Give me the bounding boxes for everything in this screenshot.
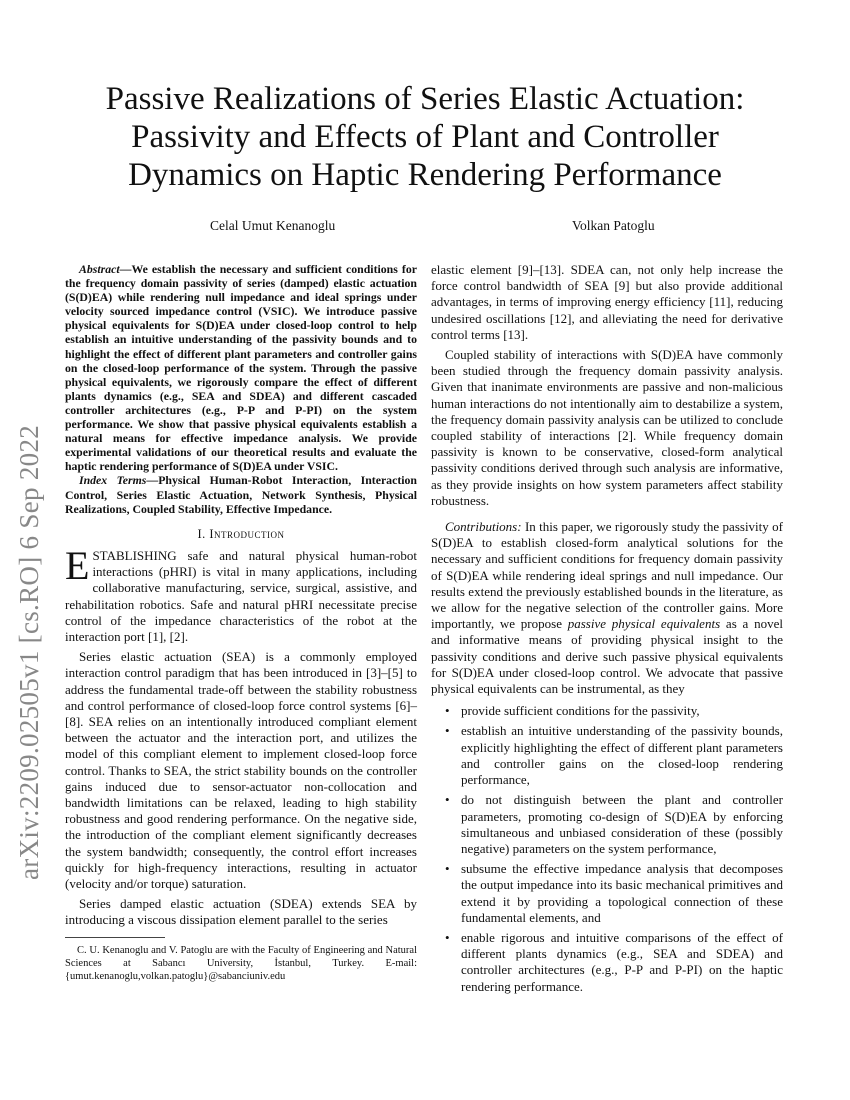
contributions-paragraph	[431, 519, 783, 697]
contributions-text-a: In this paper, we rigorously study the passivity of S(D)EA to establish closed-form analytical solutions for the necessary and sufficient conditions for frequency domain passivity of S(D)EA while rendering ideal springs and null impedance. Our results extend the previously established bounds in the literature, as we allow for the negative selection of the controller gains. More importantly, we propose	[431, 519, 783, 632]
intro-paragraph-2: Series elastic actuation (SEA) is a commonly employed interaction control paradigm that has been introduced in [3]–[5] to address the fundamental trade-off between the stability robustness and control performance of closed-loop force control systems [6]–[8]. SEA relies on an intentionally introduced compliant element between the actuator and the interaction port, and utilizes the model of this compliant element to implement closed-loop force control. Thanks to SEA, the strict stability bounds on the controller gains induced due to sensor-actuator non-collocation and bandwidth limitations can be relaxed, leading to high stability robustness and good rendering performance. On the negative side, the introduction of the compliant element significantly decreases the system bandwidth; consequently, the control effort increases quickly for high-frequency interactions, resulting in actuator (velocity and/or torque) saturation.	[65, 649, 417, 891]
list-item: • enable rigorous and intuitive comparisons of the effect of different plants dynamics (e.g., SEA and SDEA) and controller architectures (e.g., P-P and P-PI) on the haptic rendering performance.	[461, 930, 783, 995]
contributions-text-b: as a novel and informative means of providing physical insight to the passivity conditions and derive such passive physical equivalents for S(D)EA under closed-loop control. We advocate that passive physical equivalents can be instrumental, as they	[431, 616, 783, 697]
title-line: Dynamics on Haptic Rendering Performance	[128, 157, 722, 193]
footnote: C. U. Kenanoglu and V. Patoglu are with the Faculty of Engineering and Natural Sciences at Sabancı University, İstanbul, Turkey. E-mail: {umut.kenanoglu,volkan.patoglu}@sabanciuniv.edu	[65, 944, 417, 982]
footnote-divider	[65, 937, 165, 938]
arxiv-sidebar: arXiv:2209.02505v1 [cs.RO] 6 Sep 2022	[14, 424, 44, 880]
intro-paragraph-1-text: STABLISHING safe and natural physical human-robot interactions (pHRI) is vital in many applications, including collaborative manufacturing, service, surgical, assistive, and rehabilitation robotics. Safe and natural pHRI necessitate precise control of the impedance characteristics of the robot at the interaction port [1], [2].	[65, 547, 417, 644]
title-line: Passive Realizations of Series Elastic Actuation:	[105, 81, 745, 117]
list-item: • provide sufficient conditions for the passivity,	[461, 703, 783, 719]
author-patoglu: Volkan Patoglu	[572, 218, 655, 233]
index-terms-text: —Physical Human-Robot Interaction, Interaction Control, Series Elastic Actuation, Network Synthesis, Physical Realizations, Coupled Stability, Effective Impedance.	[65, 473, 417, 516]
right-column	[431, 262, 783, 999]
abstract-label: Abstract	[79, 262, 120, 276]
drop-cap: E	[65, 542, 90, 588]
right-paragraph-2: Coupled stability of interactions with S(D)EA have commonly been studied through the frequency domain passivity analysis. Given that inanimate environments are passive and non-malicious human interactions do not intentionally aim to destabilize a system, the frequency domain passivity analysis can be utilized to conclude coupled stability of interactions [2]. While frequency domain passivity is known to be conservative, closed-form analytical passivity conditions derived through such analysis are informative, as they provide insights on how system parameters affect stability robustness.	[431, 347, 783, 508]
left-column	[65, 262, 417, 983]
abstract	[65, 262, 417, 473]
contributions-label: Contributions:	[445, 519, 522, 535]
contributions-emphasis: passive physical equivalents	[567, 616, 721, 632]
section-title-introduction: I. Introduction	[197, 526, 285, 541]
title-line: Passivity and Effects of Plant and Controller	[131, 119, 719, 155]
intro-paragraph-1	[65, 542, 417, 645]
index-terms	[65, 473, 417, 515]
list-item: • subsume the effective impedance analysis that decomposes the output impedance into its basic mechanical primitives and extend it by providing a topological connection of these fundamental elements, and	[461, 861, 783, 926]
paper-title	[60, 80, 790, 194]
index-terms-label: Index Terms	[79, 473, 147, 488]
abstract-text: —We establish the necessary and sufficient conditions for the frequency domain passivity of series (damped) elastic actuation (S(D)EA) while rendering null impedance and ideal springs under velocity sourced impedance control (VSIC). We introduce passive physical equivalents for S(D)EA under closed-loop control to help establish an intuitive understanding of the passivity bounds and to highlight the effect of different plant parameters and controller gains on the closed-loop performance of the system. Through the passive physical equivalents, we rigorously compare the effect of different plants dynamics (e.g., SEA and SDEA) and different cascaded controller architectures (e.g., P-P and P-PI) on the system performance. We show that passive physical equivalents establish a natural means for effective impedance analysis. We provide experimental validations of our theoretical results and evaluate the haptic rendering performance of S(D)EA under VSIC.	[65, 262, 417, 474]
list-item: • do not distinguish between the plant and controller parameters, promoting co-design of S(D)EA by enforcing simultaneous and unbiased consideration of these (possibly negative) parameters on the system performance,	[461, 792, 783, 857]
contributions-list	[431, 703, 783, 994]
list-item: • establish an intuitive understanding of the passivity bounds, explicitly highlighting the effect of different plant parameters and controller gains on the closed-loop rendering performance,	[461, 723, 783, 788]
right-paragraph-1: elastic element [9]–[13]. SDEA can, not only help increase the force control bandwidth of SEA [9] but also provide additional advantages, in terms of improving energy efficiency [11], reducing undesired oscillations [12], and alleviating the need for derivative control terms [13].	[431, 262, 783, 342]
intro-paragraph-3: Series damped elastic actuation (SDEA) extends SEA by introducing a viscous dissipation element parallel to the series	[65, 896, 417, 928]
author-kenanoglu: Celal Umut Kenanoglu	[210, 218, 336, 233]
